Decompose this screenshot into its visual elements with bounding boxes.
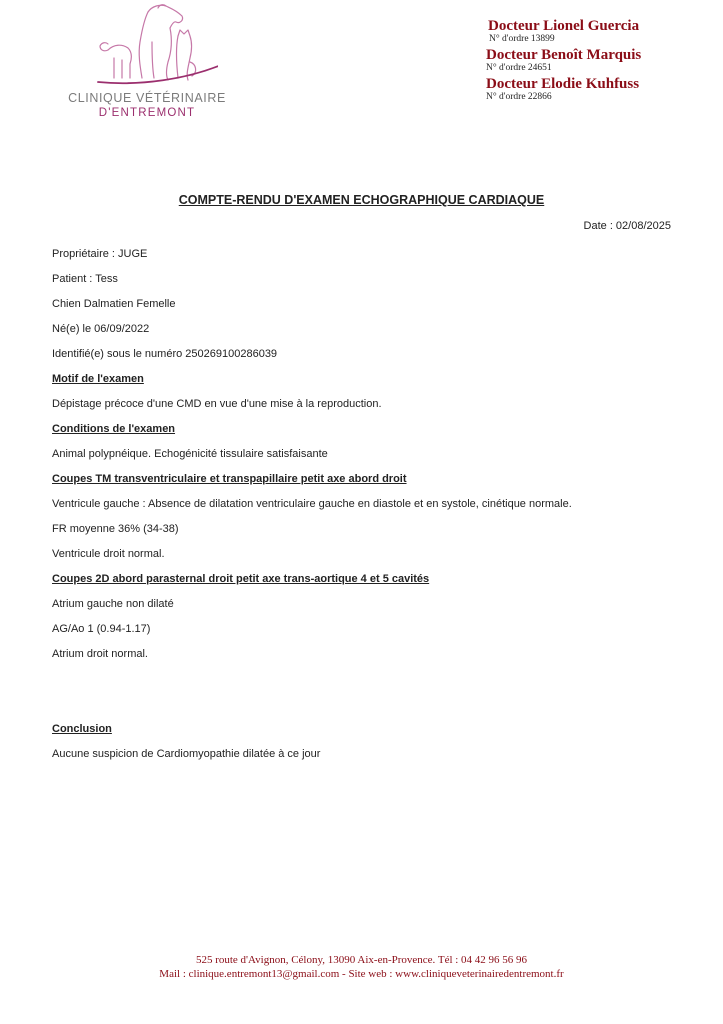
tm-line: Ventricule droit normal. — [52, 548, 165, 560]
doctor-order-number: N° d'ordre 22866 — [486, 92, 552, 102]
twod-heading: Coupes 2D abord parasternal droit petit axe trans-aortique 4 et 5 cavités — [52, 573, 430, 585]
birth-date: Né(e) le 06/09/2022 — [52, 323, 150, 335]
footer-contact: Mail : clinique.entremont13@gmail.com - Site web : www.cliniqueveterinairedentremont.fr — [159, 968, 564, 980]
species: Chien Dalmatien Femelle — [52, 298, 176, 310]
spacer — [52, 667, 682, 717]
motif-text: Dépistage précoce d'une CMD en vue d'une mise à la reproduction. — [52, 398, 382, 410]
tm-line: Ventricule gauche : Absence de dilatation ventriculaire gauche en diastole et en systole, cinétique normale. — [52, 498, 572, 510]
patient: Patient : Tess — [52, 273, 118, 285]
conditions-heading: Conditions de l'examen — [52, 423, 176, 435]
report-title: COMPTE-RENDU D'EXAMEN ECHOGRAPHIQUE CARDIAQUE — [178, 193, 545, 207]
clinic-name-line1: CLINIQUE VÉTÉRINAIRE — [68, 91, 226, 105]
report-body — [52, 242, 682, 767]
footer-address: 525 route d'Avignon, Célony, 13090 Aix-en-Provence. Tél : 04 42 96 56 96 — [195, 954, 528, 966]
conclusion-heading: Conclusion — [52, 723, 112, 735]
tm-heading: Coupes TM transventriculaire et transpapillaire petit axe abord droit — [52, 473, 407, 485]
clinic-name-line2: D'ENTREMONT — [98, 107, 196, 119]
identification-number: Identifié(e) sous le numéro 250269100286039 — [52, 348, 278, 360]
footer — [0, 953, 723, 981]
doctor-name: Docteur Lionel Guercia — [488, 18, 640, 34]
doctor-name: Docteur Benoît Marquis — [486, 47, 642, 63]
doctor-order-number: N° d'ordre 13899 — [489, 34, 555, 44]
twod-line: Atrium gauche non dilaté — [52, 598, 174, 610]
conclusion-text: Aucune suspicion de Cardiomyopathie dilatée à ce jour — [52, 748, 321, 760]
animals-logo-icon — [78, 2, 218, 86]
conditions-text: Animal polypnéique. Echogénicité tissulaire satisfaisante — [52, 448, 328, 460]
motif-heading: Motif de l'examen — [52, 373, 144, 385]
twod-line: Atrium droit normal. — [52, 648, 148, 660]
doctors-list — [486, 18, 641, 105]
doctor-order-number: N° d'ordre 24651 — [486, 63, 552, 73]
report-date: Date : 02/08/2025 — [583, 220, 671, 232]
twod-line: AG/Ao 1 (0.94-1.17) — [52, 623, 151, 635]
clinic-logo — [62, 2, 232, 120]
tm-line: FR moyenne 36% (34-38) — [52, 523, 179, 535]
owner: Propriétaire : JUGE — [52, 248, 148, 260]
doctor-name: Docteur Elodie Kuhfuss — [486, 76, 640, 92]
